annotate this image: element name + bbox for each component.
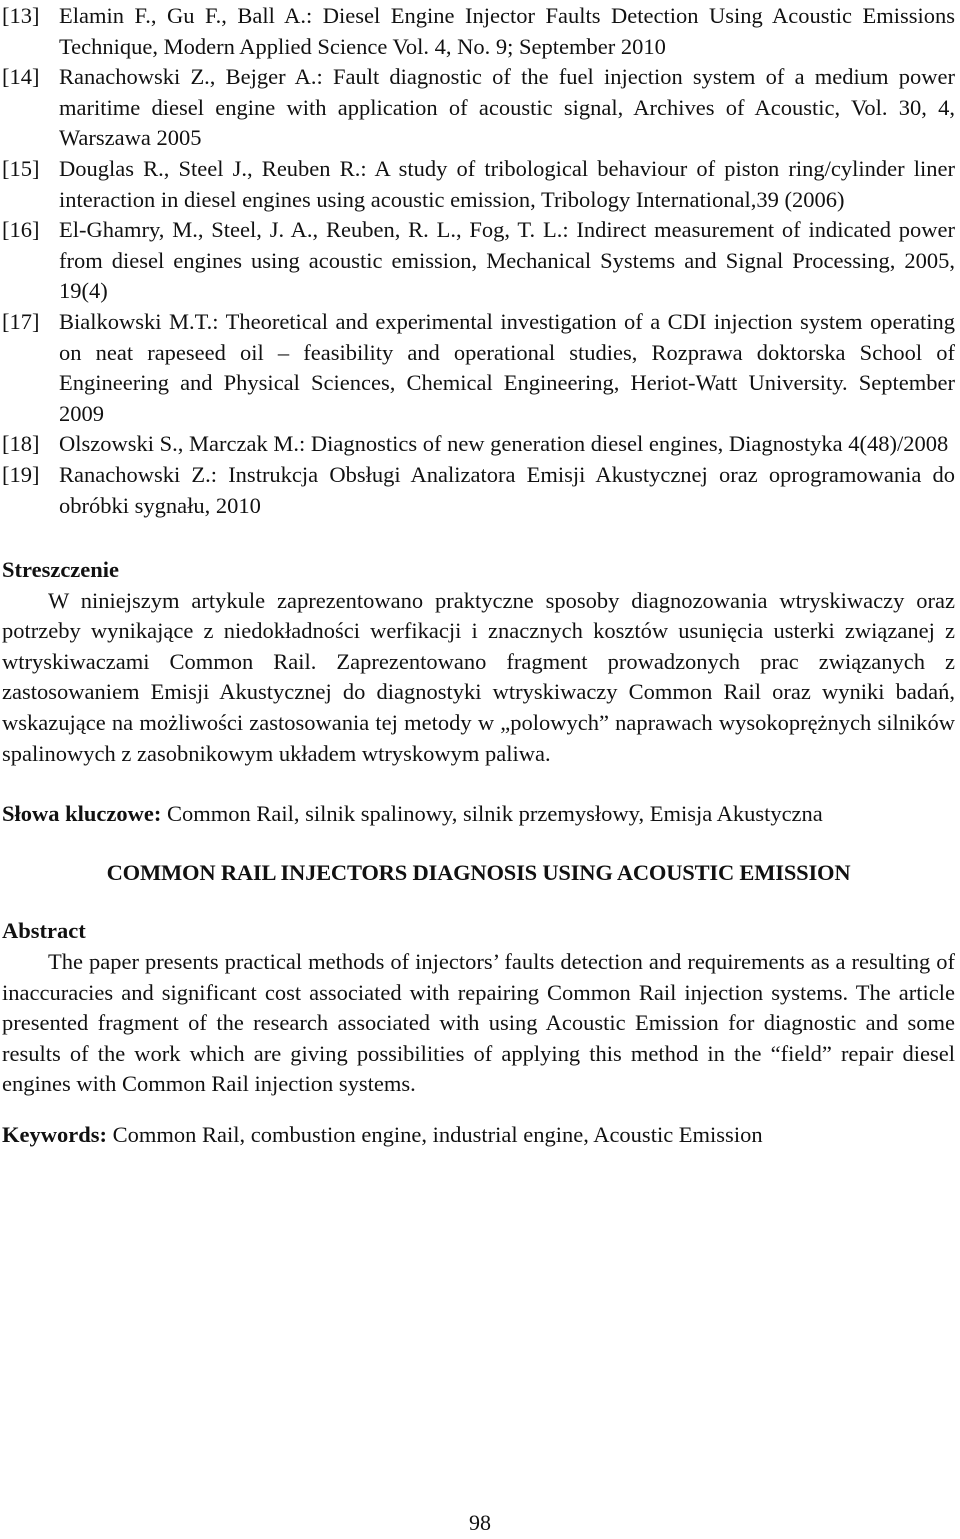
reference-text: Ranachowski Z.: Instrukcja Obsługi Analizatora Emisji Akustycznej oraz oprogramowania do obróbki sygnału, 2010 (59, 461, 955, 518)
reference-item (2, 307, 955, 429)
keywords-label: Keywords: (2, 1122, 107, 1147)
reference-item (2, 154, 955, 215)
slowa-kluczowe (2, 799, 955, 830)
reference-text: Bialkowski M.T.: Theoretical and experimental investigation of a CDI injection system operating on neat rapeseed oil – feasibility and operational studies, Rozprawa doktorska School of Engineering and Physical Sciences, Chemical Engineering, Heriot-Watt University. September 2009 (59, 308, 955, 426)
reference-text: Olszowski S., Marczak M.: Diagnostics of new generation diesel engines, Diagnostyka 4(48)/2008 (59, 431, 949, 457)
spacer (2, 888, 955, 916)
reference-number: [19] (2, 461, 40, 487)
abstract-heading: Abstract (2, 918, 86, 944)
page-number: 98 (469, 1510, 491, 1535)
abstract-section (2, 916, 955, 1150)
reference-item (2, 460, 955, 521)
spacer (2, 830, 955, 858)
document-page (2, 1, 955, 1151)
reference-number: [15] (2, 155, 40, 181)
slowa-kluczowe-label: Słowa kluczowe: (2, 801, 162, 827)
reference-item (2, 1, 955, 62)
reference-item (2, 215, 955, 307)
reference-item (2, 429, 955, 460)
reference-number: [16] (2, 217, 40, 243)
abstract-body: The paper presents practical methods of injectors’ faults detection and requirements as a resulting of inaccuracies and significant cost associated with repairing Common Rail injection systems. The article presented fragment of the research associated with using Acoustic Emission for diagnostic and some results of the work which are giving possibilities of applying this method in the “field” repair diesel engines with Common Rail injection systems. (2, 949, 955, 1097)
spacer (2, 521, 955, 555)
keywords (2, 1120, 955, 1151)
reference-text: Douglas R., Steel J., Reuben R.: A study of tribological behaviour of piston ring/cylinder liner interaction in diesel engines using acoustic emission, Tribology International,39 (2006) (59, 155, 955, 212)
reference-number: [14] (2, 64, 40, 90)
reference-text: Ranachowski Z., Bejger A.: Fault diagnostic of the fuel injection system of a medium power maritime diesel engine with application of acoustic signal, Archives of Acoustic, Vol. 30, 4, Warszawa 2005 (59, 64, 955, 151)
reference-text: El-Ghamry, M., Steel, J. A., Reuben, R. L., Fog, T. L.: Indirect measurement of indicated power from diesel engines using acoustic emission, Mechanical Systems and Signal Processing, 2005, 19(4) (59, 217, 955, 304)
reference-number: [13] (2, 3, 40, 28)
reference-list (2, 1, 955, 521)
keywords-text: Common Rail, combustion engine, industrial engine, Acoustic Emission (112, 1122, 763, 1147)
reference-text: Elamin F., Gu F., Ball A.: Diesel Engine Injector Faults Detection Using Acoustic Emissions Technique, Modern Applied Science Vol. 4, No. 9; September 2010 (59, 3, 955, 59)
reference-number: [18] (2, 431, 40, 457)
streszczenie-section (2, 555, 955, 830)
reference-item (2, 62, 955, 154)
streszczenie-heading: Streszczenie (2, 557, 120, 583)
spacer (2, 769, 955, 799)
streszczenie-body: W niniejszym artykule zaprezentowano praktyczne sposoby diagnozowania wtryskiwaczy oraz potrzeby wynikające z niedokładności werfikacji i znacznych kosztów usunięcia usterki związanej z wtryskiwaczami Common Rail. Zaprezentowano fragment prowadzonych prac związanych z zastosowaniem Emisji Akustycznej do diagnostyki wtryskiwaczy Common Rail oraz wyniki badań, wskazujące na możliwości zastosowania tej metody w „polowych” naprawach wysokoprężnych silników spalinowych z zasobnikowym układem wtryskowym paliwa. (2, 587, 955, 766)
spacer (2, 1100, 955, 1120)
slowa-kluczowe-text: Common Rail, silnik spalinowy, silnik przemysłowy, Emisja Akustyczna (167, 801, 823, 827)
english-title: COMMON RAIL INJECTORS DIAGNOSIS USING ACOUSTIC EMISSION (106, 859, 851, 885)
reference-number: [17] (2, 308, 40, 334)
